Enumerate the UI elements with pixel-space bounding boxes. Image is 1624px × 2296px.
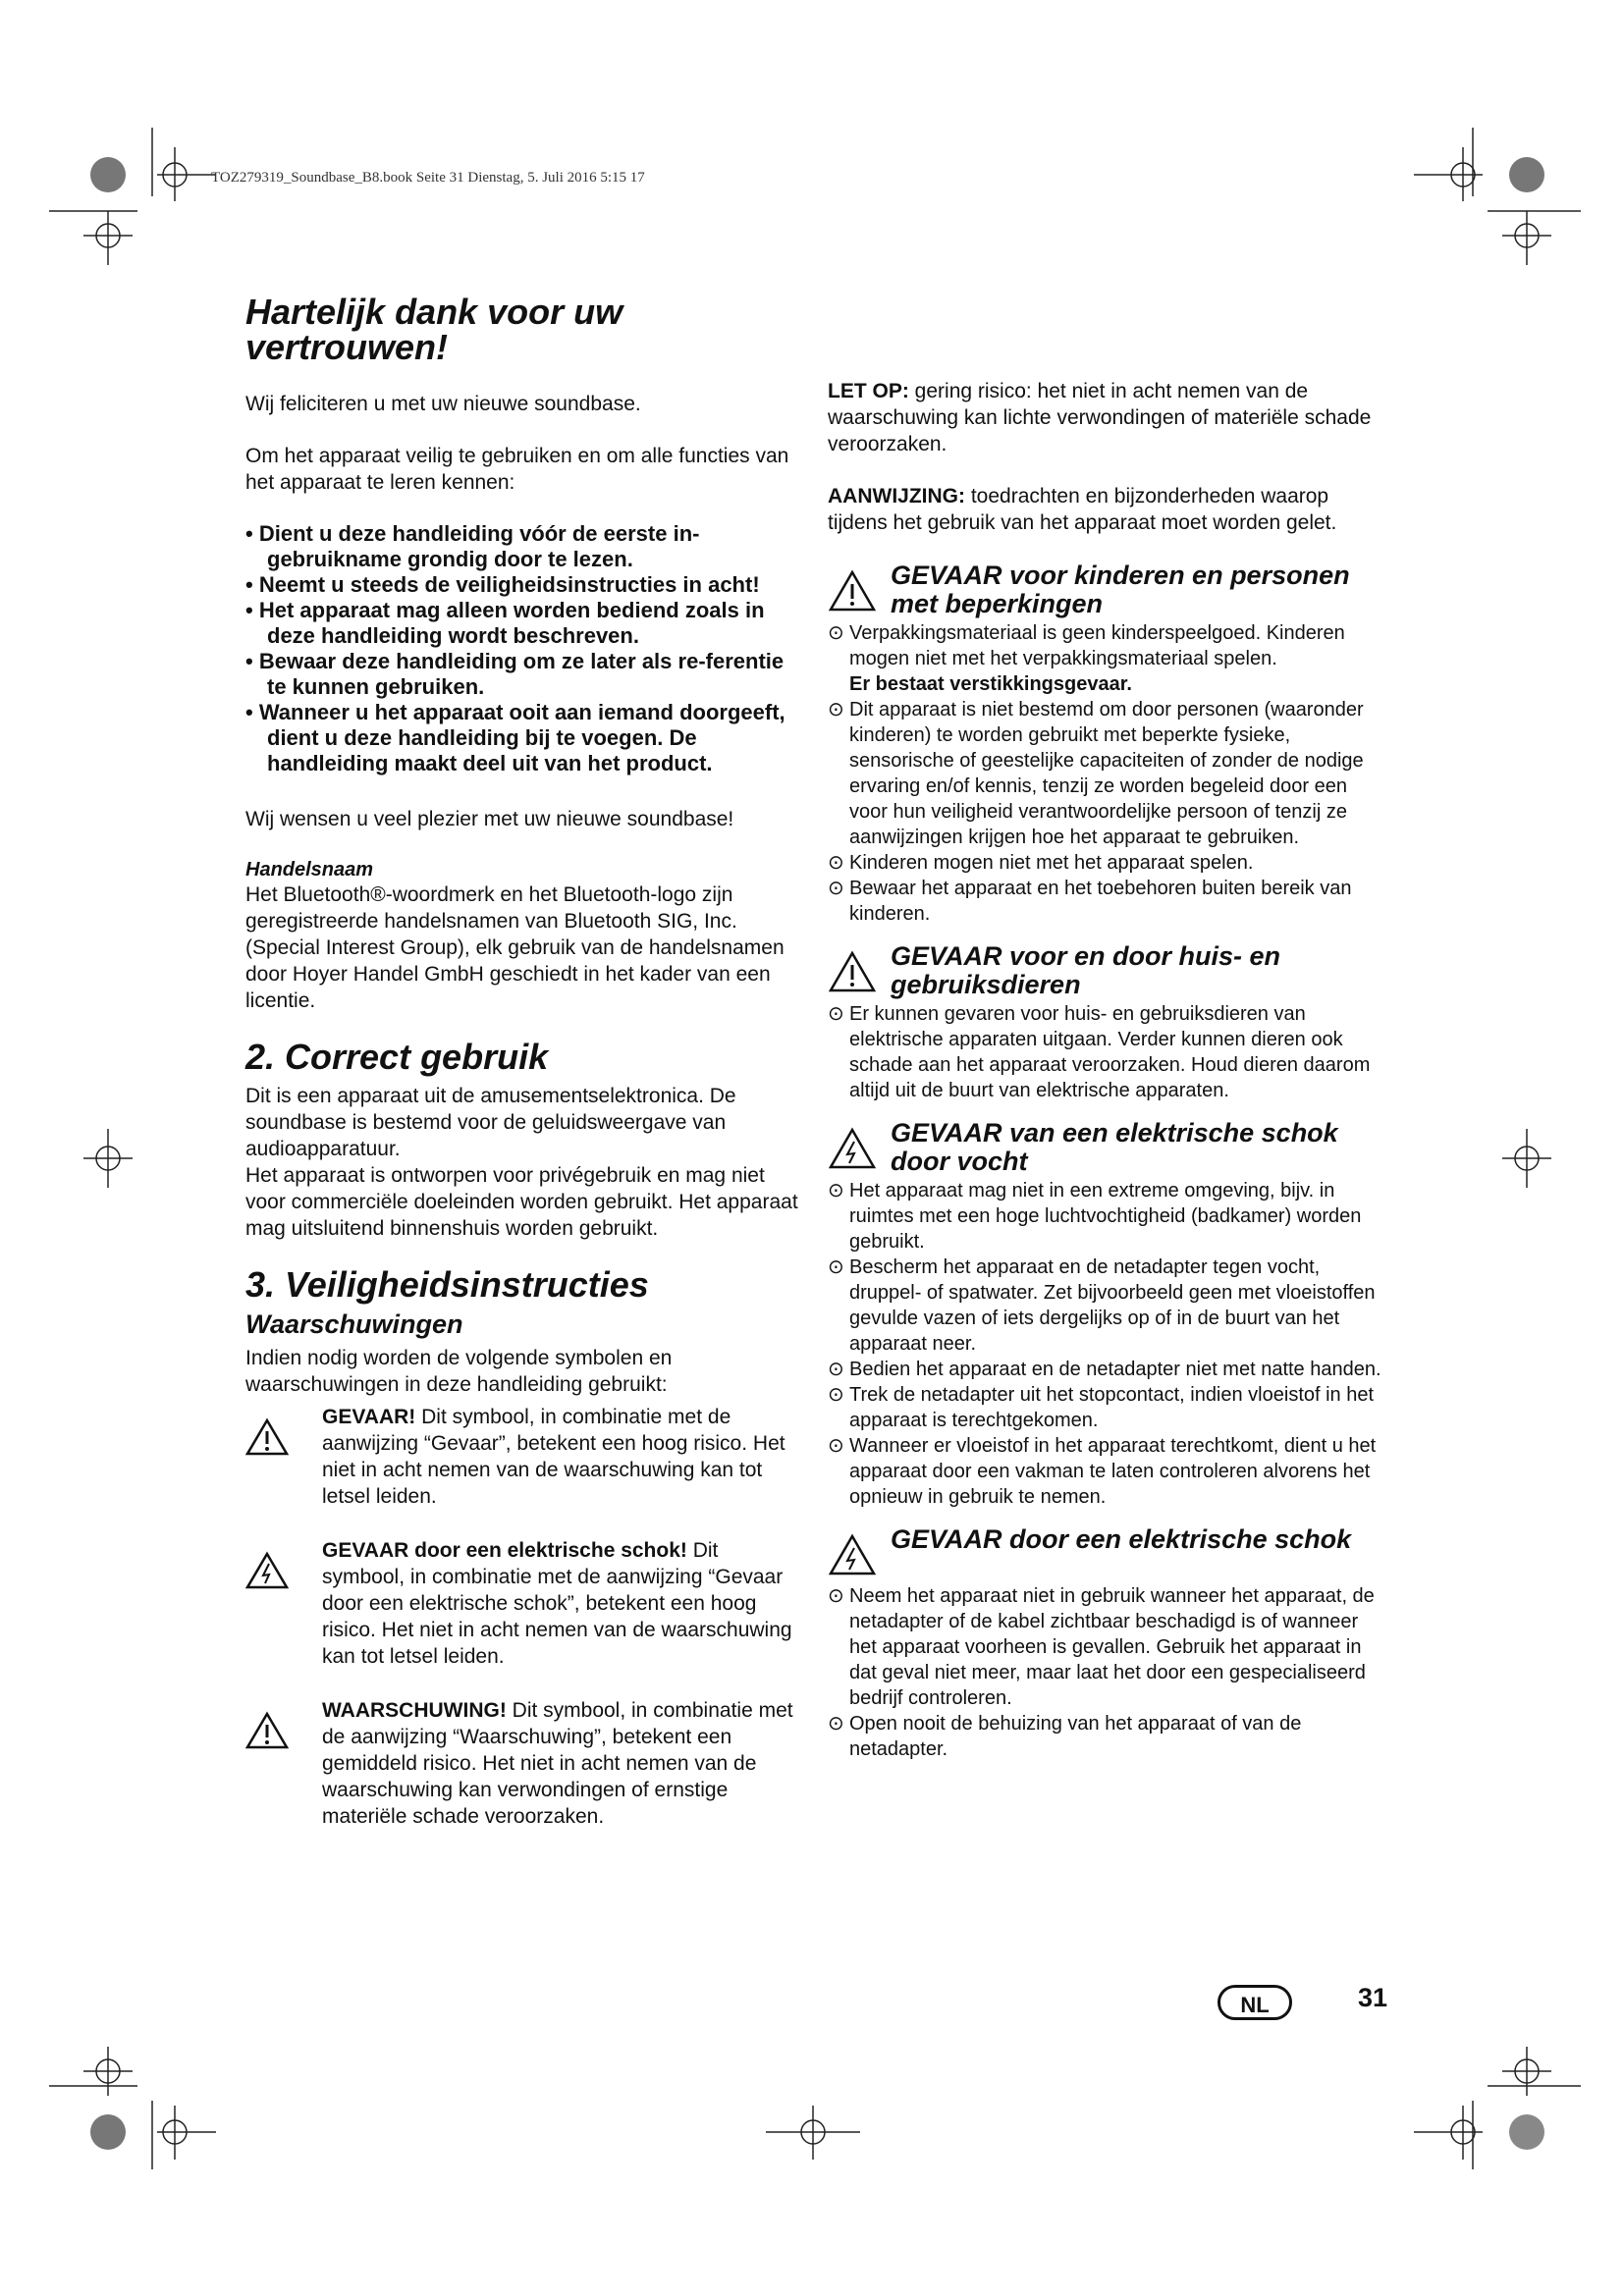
warn1-heading [828, 561, 1387, 618]
print-header: TOZ279319_Soundbase_B8.book Seite 31 Dienstag, 5. Juli 2016 5:15 17 [211, 170, 645, 186]
warn1-title: GEVAAR voor kinderen en personen met beperkingen [891, 561, 1350, 618]
sym1-label: GEVAAR! [322, 1406, 416, 1428]
warn4-item1: ⊙ Neem het apparaat niet in gebruik wanneer het apparaat, de netadapter of de kabel zichtbaar beschadigd is of wanneer het apparaat voorheen is gevallen. Gebruik het apparaat in dat geval niet meer, maar laat het door een gespecialiseerd bedrijf controleren. [828, 1583, 1387, 1711]
right-column [828, 378, 1387, 1762]
warn3-item1: ⊙ Het apparaat mag niet in een extreme omgeving, bijv. in ruimtes met een hoge luchtvochtigheid (badkamer) worden gebruikt. [828, 1178, 1387, 1255]
warn2-list [828, 1001, 1387, 1103]
hint-text: toedrachten en bijzonderheden waarop tijdens het gebruik van het apparaat moet worden gelet. [828, 485, 1337, 534]
sym1-text: Dit symbool, in combinatie met de aanwijzing “Gevaar”, betekent een hoog risico. Het niet in acht nemen van de waarschuwing kan tot letsel leiden. [322, 1406, 785, 1508]
warn2-heading [828, 942, 1387, 999]
warn4-title: GEVAAR door een elektrische schok [891, 1524, 1352, 1554]
warn4-item2: ⊙ Open nooit de behuizing van het apparaat of van de netadapter. [828, 1711, 1387, 1762]
bullet: • Bewaar deze handleiding om ze later als re-ferentie te kunnen gebruiken. [245, 649, 805, 700]
warn1-item1-bold: Er bestaat verstikkingsgevaar. [849, 673, 1132, 695]
warning-triangle-icon [245, 1711, 289, 1750]
warn1-item1: Verpakkingsmateriaal is geen kinderspeelgoed. Kinderen mogen niet met het verpakkingsmateriaal spelen. [849, 622, 1345, 669]
symbol-danger [245, 1404, 805, 1510]
section2-title: 2. Correct gebruik [245, 1037, 549, 1077]
section3-title: 3. Veiligheidsinstructies [245, 1264, 649, 1305]
warn3-title: GEVAAR van een elektrische schok door vocht [891, 1118, 1338, 1176]
sym2-text: Dit symbool, in combinatie met de aanwijzing “Gevaar door een elektrische schok”, betekent een hoog risico. Het niet in acht nemen van de waarschuwing kan tot letsel leiden. [322, 1539, 792, 1668]
section3-subtitle: Waarschuwingen [245, 1309, 463, 1339]
trademark-title: Handelsnaam [245, 859, 374, 881]
bullet: • Dient u deze handleiding vóór de eerste in-gebruikname grondig door te lezen. [245, 521, 805, 572]
warn4-heading [828, 1525, 1387, 1581]
warn1-item2: ⊙ Dit apparaat is niet bestemd om door personen (waaronder kinderen) te worden gebruikt met beperkte fysieke, sensorische of geestelijke capaciteiten of zonder de nodige ervaring en/of kennis, tenzij ze worden begeleid door een voor hun veiligheid verantwoordelijke persoon of tenzij ze aanwijzingen krijgen hoe het apparaat te gebruiken. [828, 697, 1387, 850]
warning-triangle-icon [828, 569, 877, 613]
bullet: • Neemt u steeds de veiligheidsinstructies in acht! [245, 572, 805, 598]
section3-intro: Indien nodig worden de volgende symbolen en waarschuwingen in deze handleiding gebruikt: [245, 1347, 673, 1396]
intro-p1: Wij feliciteren u met uw nieuwe soundbase. [245, 393, 641, 415]
section2-p2: Het apparaat is ontworpen voor privégebruik en mag niet voor commerciële doeleinden worden gebruikt. Het apparaat mag uitsluitend binnenshuis worden gebruikt. [245, 1164, 798, 1240]
warn3-list [828, 1178, 1387, 1510]
page-number: 31 [1358, 1983, 1388, 2012]
warning-triangle-icon [828, 950, 877, 993]
electric-warning-icon [245, 1551, 289, 1590]
warn1-item4: ⊙ Bewaar het apparaat en het toebehoren buiten bereik van kinderen. [828, 876, 1387, 927]
warn3-item5: ⊙ Wanneer er vloeistof in het apparaat terechtkomt, dient u het apparaat door een vakman te laten controleren alvorens het opnieuw in gebruik te nemen. [828, 1433, 1387, 1510]
warn3-item3: ⊙ Bedien het apparaat en de netadapter niet met natte handen. [828, 1357, 1387, 1382]
section2-p1: Dit is een apparaat uit de amusementselektronica. De soundbase is bestemd voor de geluidsweergave van audioapparatuur. [245, 1085, 736, 1160]
warning-triangle-icon [245, 1417, 289, 1457]
letop-text: gering risico: het niet in acht nemen van de waarschuwing kan lichte verwondingen of materiële schade veroorzaken. [828, 380, 1372, 455]
warn4-list [828, 1583, 1387, 1762]
intro-bullets [245, 521, 805, 776]
intro-p3: Wij wensen u veel plezier met uw nieuwe soundbase! [245, 808, 734, 830]
language-badge: NL [1218, 1985, 1292, 2020]
sym2-label: GEVAAR door een elektrische schok! [322, 1539, 687, 1562]
warn3-item4: ⊙ Trek de netadapter uit het stopcontact, indien vloeistof in het apparaat is terechtgekomen. [828, 1382, 1387, 1433]
intro-title: Hartelijk dank voor uw vertrouwen! [245, 292, 623, 367]
warn3-item2: ⊙ Bescherm het apparaat en de netadapter tegen vocht, druppel- of spatwater. Zet bijvoorbeeld geen met vloeistoffen gevulde vazen of iets dergelijks op of in de buurt van het apparaat neer. [828, 1255, 1387, 1357]
intro-p2: Om het apparaat veilig te gebruiken en om alle functies van het apparaat te leren kennen: [245, 445, 789, 494]
warn2-item1: ⊙ Er kunnen gevaren voor huis- en gebruiksdieren van elektrische apparaten uitgaan. Verder kunnen dieren ook schade aan het apparaat veroorzaken. Houd dieren daarom altijd uit de buurt van elektrische apparaten. [828, 1001, 1387, 1103]
warn3-heading [828, 1119, 1387, 1176]
bullet: • Het apparaat mag alleen worden bediend zoals in deze handleiding wordt beschreven. [245, 598, 805, 649]
bullet: • Wanneer u het apparaat ooit aan iemand doorgeeft, dient u deze handleiding bij te voegen. De handleiding maakt deel uit van het product. [245, 700, 805, 776]
electric-warning-icon [828, 1533, 877, 1576]
letop-label: LET OP: [828, 380, 909, 402]
warn1-list [828, 620, 1387, 927]
electric-warning-icon [828, 1127, 877, 1170]
sym3-label: WAARSCHUWING! [322, 1699, 507, 1722]
sym3-text: Dit symbool, in combinatie met de aanwijzing “Waarschuwing”, betekent een gemiddeld risico. Het niet in acht nemen van de waarschuwing kan verwondingen of ernstige materiële schade veroorzaken. [322, 1699, 793, 1828]
warn2-title: GEVAAR voor en door huis- en gebruiksdieren [891, 941, 1281, 999]
warn1-item3: ⊙ Kinderen mogen niet met het apparaat spelen. [828, 850, 1387, 876]
left-column [245, 294, 805, 1857]
symbol-warning [245, 1697, 805, 1830]
symbol-electric [245, 1537, 805, 1670]
trademark-text: Het Bluetooth®-woordmerk en het Bluetooth-logo zijn geregistreerde handelsnamen van Bluetooth SIG, Inc. (Special Interest Group), elk gebruik van de handelsnamen door Hoyer Handel GmbH geschiedt in het kader van een licentie. [245, 883, 785, 1012]
hint-label: AANWIJZING: [828, 485, 965, 507]
